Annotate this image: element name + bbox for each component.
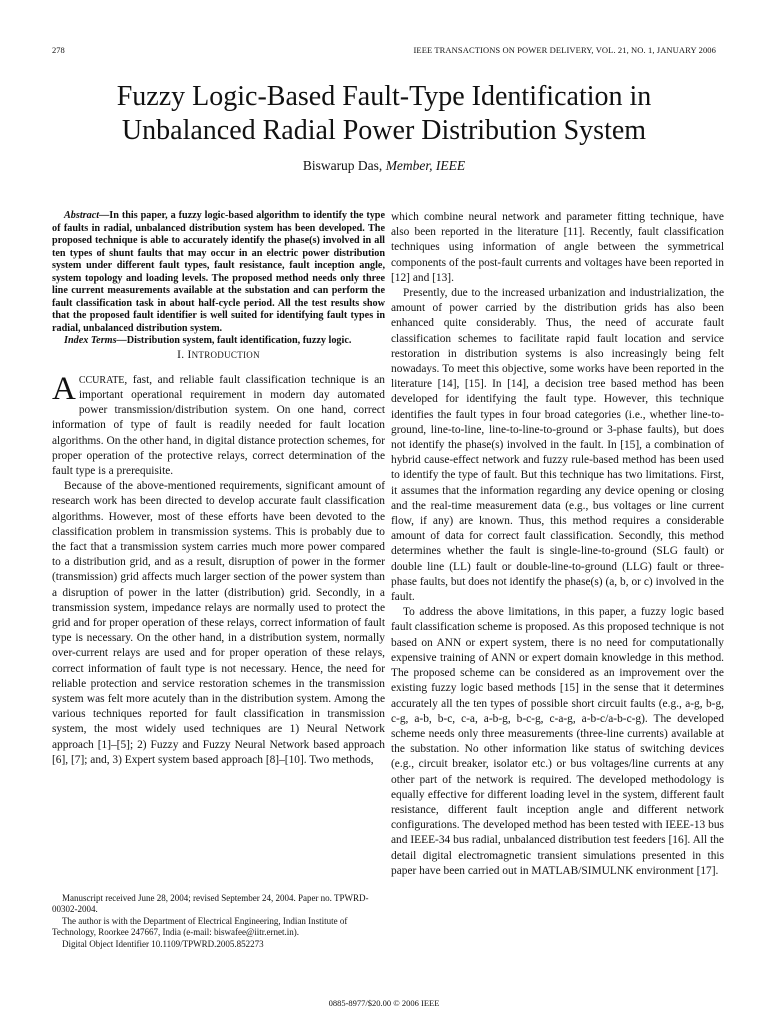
right-paragraph-2: Presently, due to the increased urbanization and industrialization, the amount of power carried by the distribution grids has also been enhanced quite considerably. Thus, the need of accurate fault classification schemes to facilitate rapid fault location and service restoration in distribution systems is also increasingly being felt nowadays. To meet this objective, some works have been reported in the literature [14], [15]. In [14], a decision tree based method has been developed for identifying the fault type. However, this technique identifies the fault types in four broad categories (i.e., whether line-to-ground, line-to-line, line-to-line-to-ground or 3-phase faults), but does not identify the phase(s) involved in the fault. In [15], a combination of hybrid cause-effect network and fuzzy rule-based method has been used to identify the type of fault. But this technique has two limitations. First, it assumes that the information regarding any device opening or closing and the real-time measurement data (e.g., bus voltages or line current flow, if any) are known. Thus, this method requires a considerable amount of data for correct fault classification. Secondly, this method determines whether the fault is single-line-to-ground (SLG fault) or double line (LL) fault or double-line-to-ground (LLG) fault or three-phase faults, but does not identify the phase(s) (a, b, or c) involved in the fault. — [391, 287, 724, 604]
author-line — [0, 158, 768, 174]
footnote-doi: Digital Object Identifier 10.1109/TPWRD.2005.852273 — [62, 938, 264, 949]
journal-reference: IEEE TRANSACTIONS ON POWER DELIVERY, VOL. 21, NO. 1, JANUARY 2006 — [413, 45, 716, 55]
index-terms-text: Distribution system, fault identification, fuzzy logic. — [126, 335, 352, 346]
title-line-2: Unbalanced Radial Power Distribution System — [121, 115, 647, 146]
left-column — [52, 210, 385, 768]
abstract-label: Abstract— — [64, 210, 110, 221]
author-membership: Member, IEEE — [385, 158, 466, 173]
copyright-footer: 0885-8977/$20.00 © 2006 IEEE — [328, 998, 440, 1008]
right-paragraph-1: which combine neural network and parameter fitting technique, have also been reported in the literature [11]. Recently, fault classification techniques using information of angle between the symmetrical components of the post-fault currents and voltages have been reported in [12] and [13]. — [391, 211, 724, 284]
index-terms — [52, 335, 385, 348]
dropcap-letter: A — [52, 370, 76, 407]
title-line-1: Fuzzy Logic-Based Fault-Type Identification in — [116, 81, 652, 112]
section-first-letter: I — [187, 348, 192, 361]
page-number: 278 — [52, 45, 65, 55]
footnote — [52, 893, 385, 950]
paper-title — [40, 80, 728, 148]
author-name: Biswarup Das, — [302, 158, 383, 173]
section-number: I. — [177, 348, 188, 361]
abstract — [52, 210, 385, 335]
index-terms-label: Index Terms— — [64, 335, 127, 346]
right-column — [391, 210, 724, 879]
footnote-received: Manuscript received June 28, 2004; revised September 24, 2004. Paper no. TPWRD-00302-2004. — [52, 893, 369, 915]
right-paragraph-3: To address the above limitations, in this paper, a fuzzy logic based fault classification scheme is proposed. As this proposed technique is not based on ANN or expert system, there is no need for computationally expensive training of ANN or expert domain knowledge in this method. The proposed scheme can be considered as an improvement over the existing fuzzy logic based methods [15] in the sense that it determines accurately all the ten types of possible short circuit faults (e.g., a-g, b-g, c-g, a-b, b-c, c-a, a-b-g, b-c-g, c-a-g, a-b-c/a-b-c-g). The developed scheme needs only three measurements (three-line currents) available at the substation. No other information like status of switching devices (e.g., circuit breaker, isolator etc.) or bus voltages/line currents at any other part of the network is required. The developed methodology is equally effective for different loading level in the system, different fault resistance, different fault inception angle and different network configurations. The developed method has been tested with IEEE-13 bus and IEEE-34 bus radial, unbalanced distribution test feeders [16]. All the detail digital electromagnetic transient simulations presented in this paper have been carried out in MATLAB/SIMULNK environment [17]. — [391, 606, 724, 877]
footnote-affiliation: The author is with the Department of Electrical Engineering, Indian Institute of Technology, Roorkee 247667, India (e-mail: biswafee@iitr.ernet.in). — [52, 915, 348, 938]
intro-paragraph-1-text: , fast, and reliable fault classification technique is an important operational requirement in modern day automated power transmission/distribution system. On one hand, correct information of type of fault is readily needed for fault location algorithms. On the other hand, in digital distance protection schemes, for proper operation of the protective relays, correct determination of the fault type is a prerequisite. — [52, 373, 385, 477]
section-title-rest: NTRODUCTION — [191, 349, 260, 360]
section-heading-introduction — [52, 348, 385, 363]
intro-paragraph-2: Because of the above-mentioned requirements, significant amount of research work has been directed to develop accurate fault classification algorithms. However, most of these efforts have been devoted to the classification problem in transmission systems. This is probably due to the fact that a transmission system carries much more power compared to a distribution grid, and as a result, disruption of power in the former (transmission) grid affects much larger section of the power system than a disruption of power in the latter (distribution) grid. Secondly, in a transmission system, impedance relays are normally used to protect the grid and for proper operation of these relays, correct information of fault type is necessary. On the other hand, in a distribution system, normally over-current relays are used and for proper operation of these relays, correct information of fault type is not necessary. Hence, the need for reliable protection and service restoration schemes in the transmission system was felt more acutely than in the distribution system. Among the various techniques reported for fault classification in transmission system, the most widely used techniques are 1) Neural Network approach [1]–[5]; 2) Fuzzy and Fuzzy Neural Network based approach [6], [7]; and, 3) Expert system based approach [8]–[10]. Two methods, — [52, 480, 385, 766]
dropcap-word-rest: CCURATE — [78, 374, 125, 386]
abstract-text: In this paper, a fuzzy logic-based algorithm to identify the type of faults in radial, unbalanced distribution system has been developed. The proposed technique is able to accurately identify the phase(s) involved in all ten types of shunt faults that may occur in an electric power distribution system under different fault types, fault resistance, fault inception angle, system topology and loading levels. The proposed method needs only three line current measurements available at the substation and can perform the fault classification task in about half-cycle period. All the test results show that the proposed fault identifier is well suited for identifying fault types in radial, unbalanced distribution system. — [52, 210, 385, 334]
intro-paragraph-1 — [52, 370, 385, 479]
